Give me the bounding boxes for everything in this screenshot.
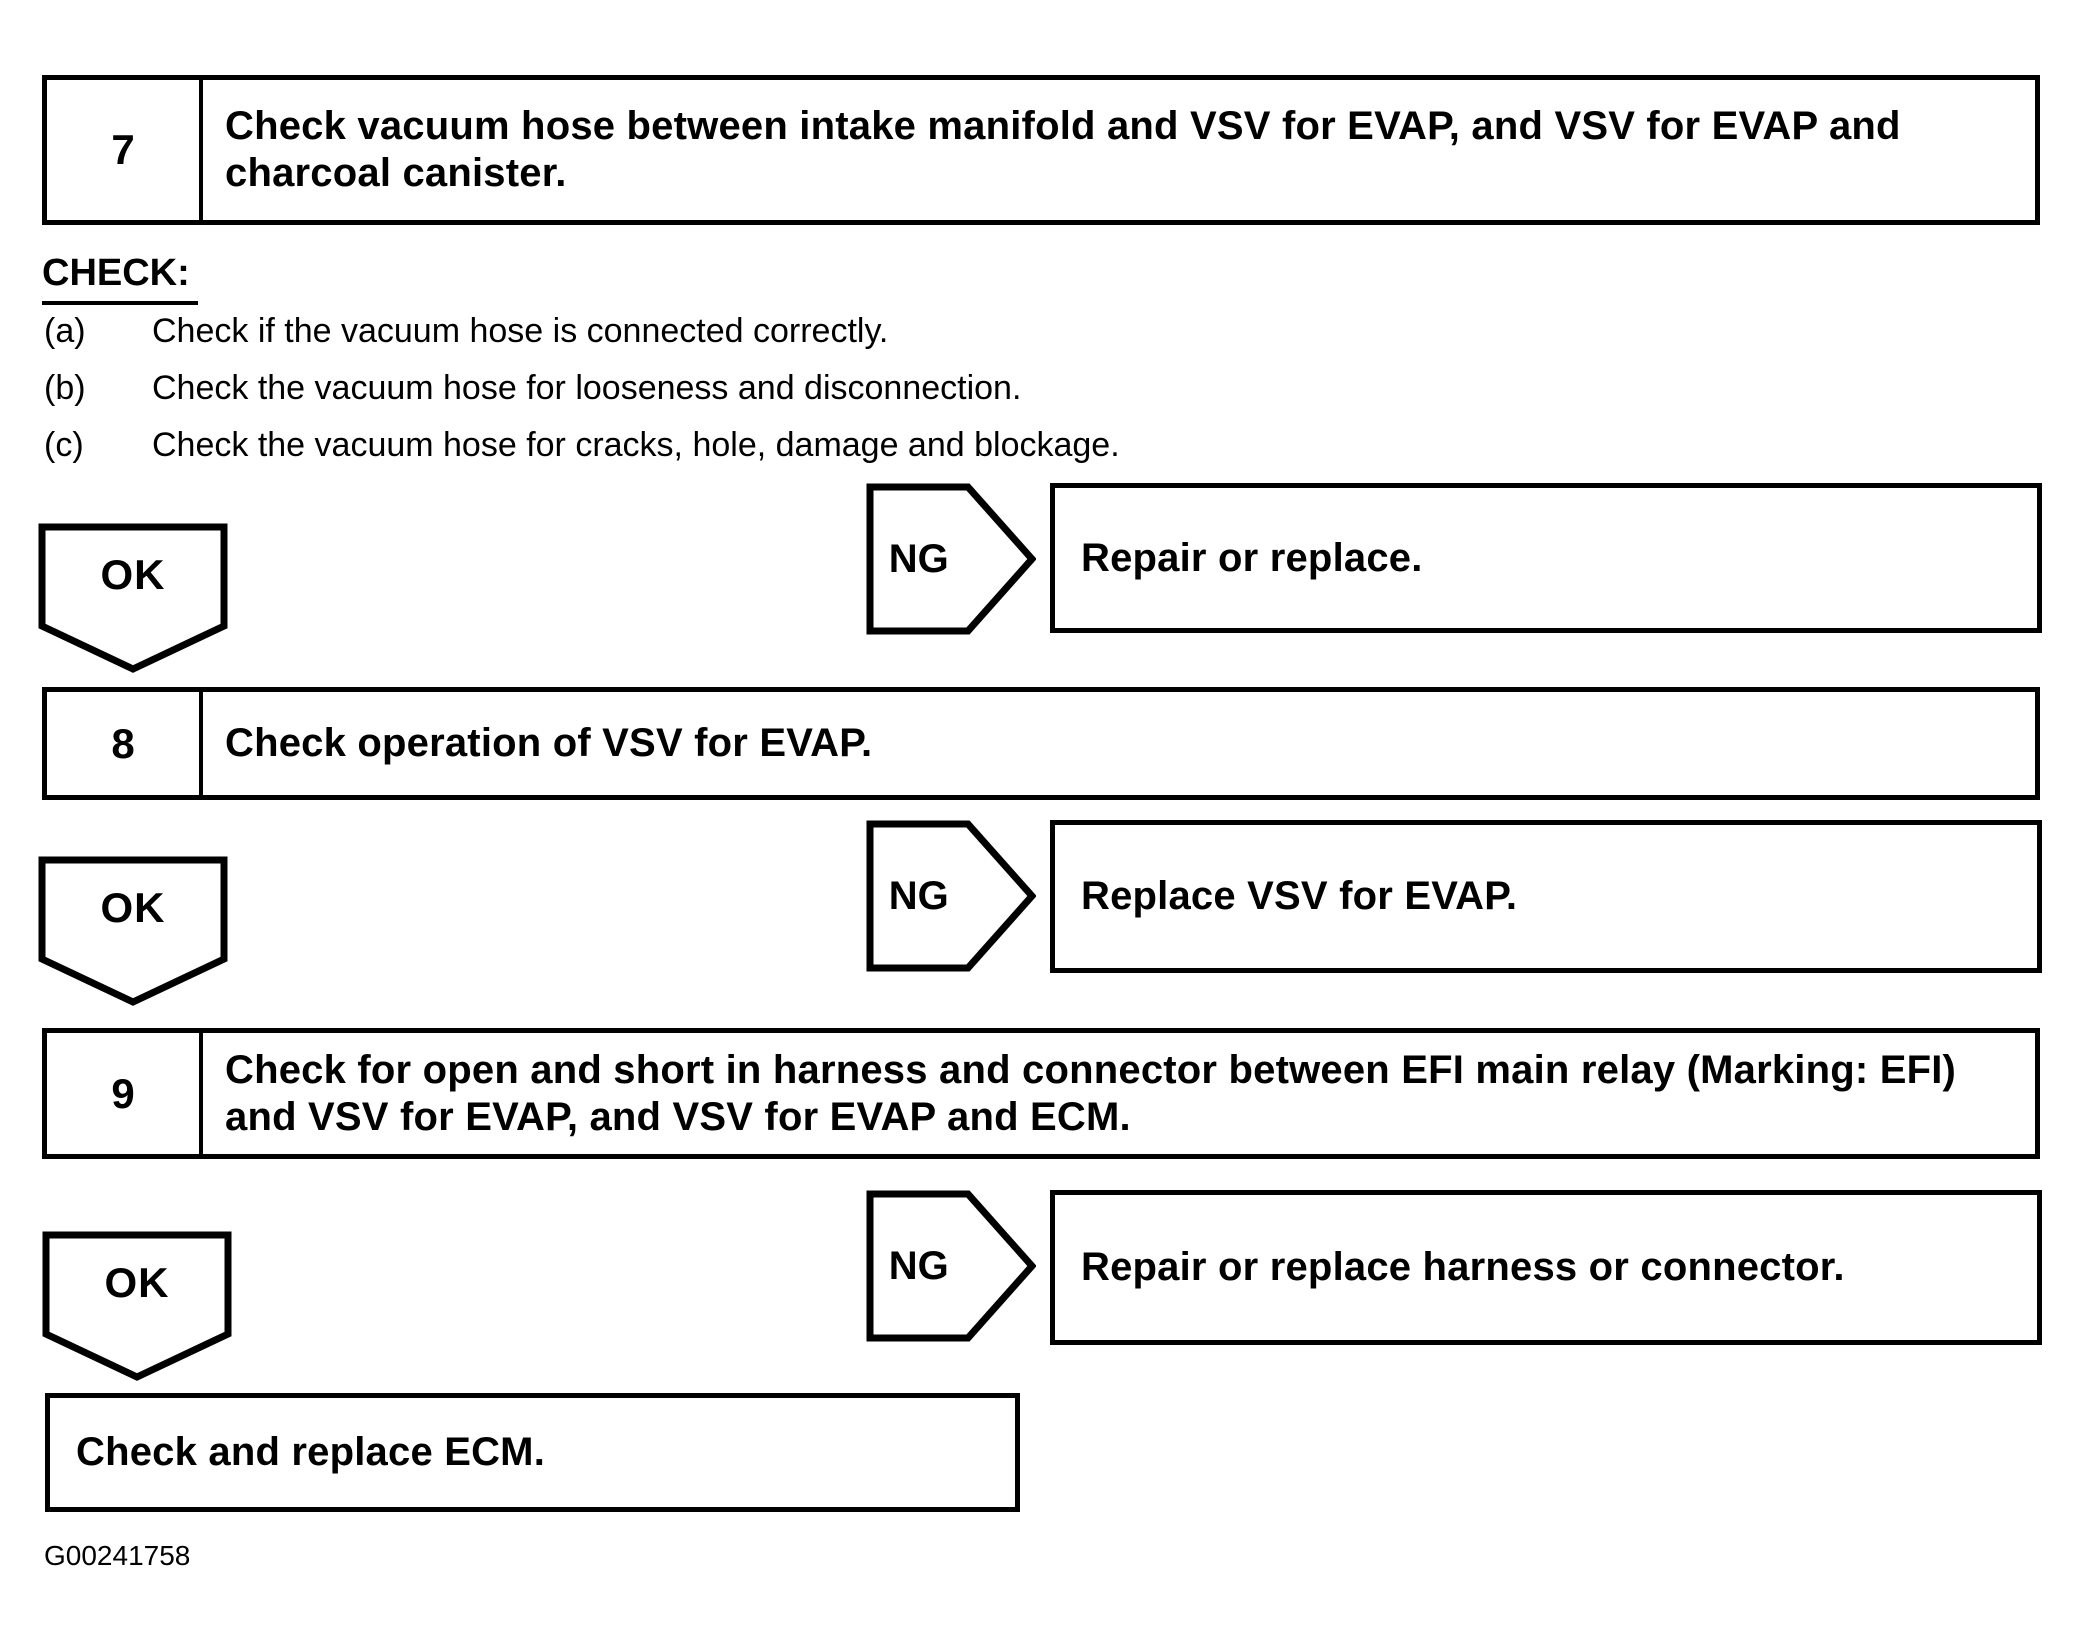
check-item-a-text: Check if the vacuum hose is connected correctly. xyxy=(152,312,889,350)
ng-connector-3 xyxy=(866,1190,1036,1342)
ok-label: OK xyxy=(100,551,166,598)
final-action-box: Check and replace ECM. xyxy=(45,1393,1020,1512)
ng-connector-1 xyxy=(866,483,1036,635)
ok-connector-2 xyxy=(38,856,228,1006)
check-item-b-label: (b) xyxy=(44,369,86,407)
step-7-number-cell xyxy=(47,80,203,220)
step-9-number-cell xyxy=(47,1033,203,1154)
ng-label: NG xyxy=(888,873,949,918)
step-instruction: Check for open and short in harness and connector between EFI main relay (Marking: EFI) and VSV for EVAP, and VSV for EVAP and ECM. xyxy=(225,1047,1957,1139)
ok-label: OK xyxy=(100,884,166,931)
step-number: 8 xyxy=(111,719,135,767)
check-heading: CHECK: xyxy=(42,252,198,305)
step-number: 9 xyxy=(111,1069,135,1117)
step-instruction: Check operation of VSV for EVAP. xyxy=(225,721,873,765)
check-item-c-text: Check the vacuum hose for cracks, hole, damage and blockage. xyxy=(152,426,1120,464)
step-9-box xyxy=(42,1028,2040,1159)
ok-label: OK xyxy=(104,1259,170,1306)
ng-label: NG xyxy=(888,1243,949,1288)
ng-result-2: Replace VSV for EVAP. xyxy=(1050,820,2042,973)
step-8-number-cell xyxy=(47,692,203,795)
ok-connector-1 xyxy=(38,523,228,673)
check-item-b-text: Check the vacuum hose for looseness and disconnection. xyxy=(152,369,1022,407)
ng-connector-2 xyxy=(866,820,1036,972)
step-8-box xyxy=(42,687,2040,800)
ng-result-3: Repair or replace harness or connector. xyxy=(1050,1190,2042,1345)
ok-connector-3 xyxy=(42,1231,232,1381)
check-item-c-label: (c) xyxy=(44,426,84,464)
step-number: 7 xyxy=(111,126,135,173)
ng-result-1: Repair or replace. xyxy=(1050,483,2042,633)
step-instruction: Check vacuum hose between intake manifold and VSV for EVAP, and VSV for EVAP and charcoal canister. xyxy=(225,104,1901,195)
step-7-box xyxy=(42,75,2040,225)
ng-label: NG xyxy=(888,536,949,581)
check-heading-wrap xyxy=(42,252,198,305)
figure-code: G00241758 xyxy=(44,1540,191,1571)
check-item-a-label: (a) xyxy=(44,312,86,350)
